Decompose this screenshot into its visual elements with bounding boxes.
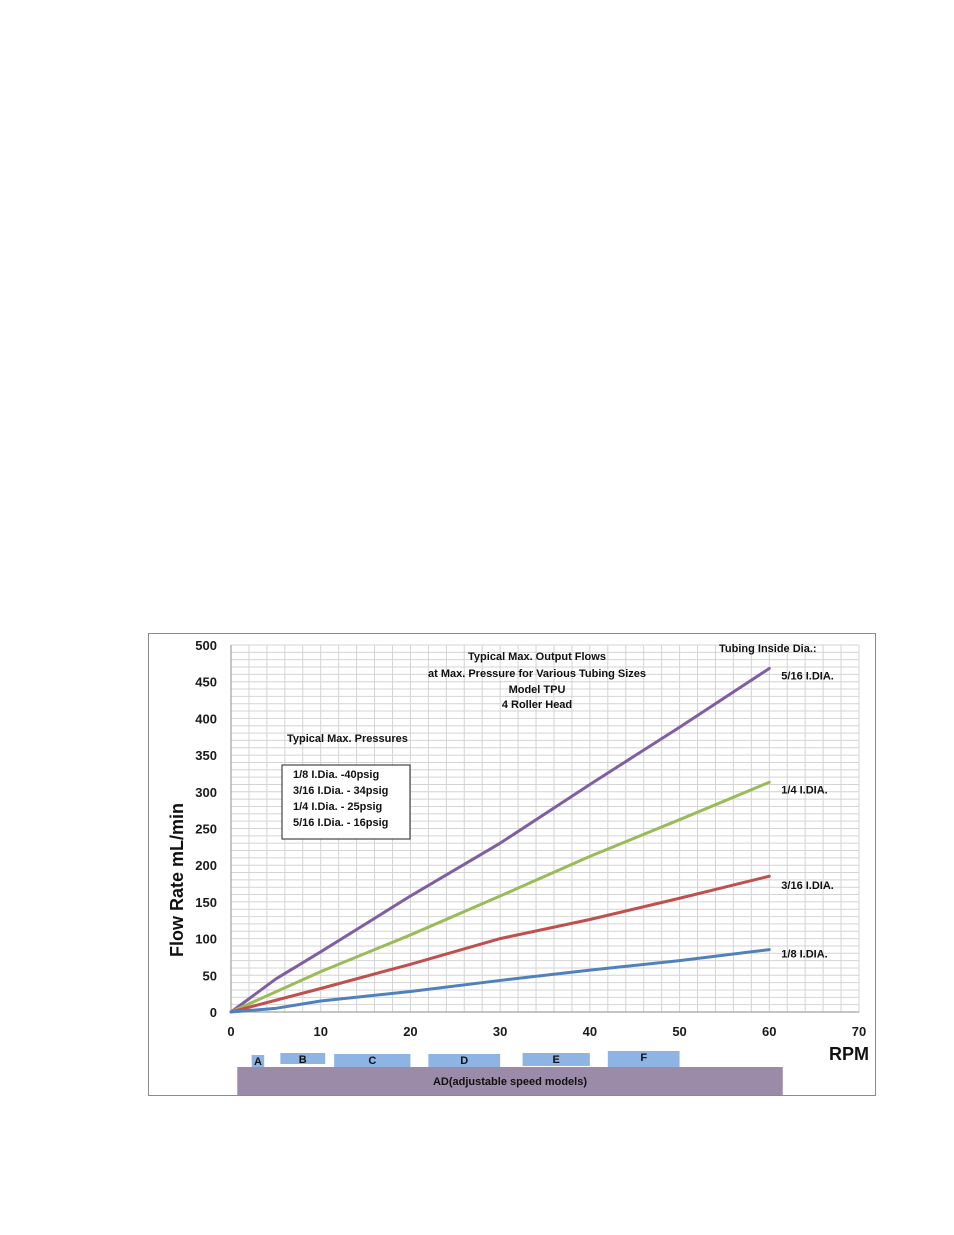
pressure-box-line: 5/16 I.Dia. - 16psig <box>293 817 389 829</box>
speed-range-label: A <box>253 1056 262 1068</box>
adjustable-speed-label: AD(adjustable speed models) <box>432 1076 588 1088</box>
flow-rate-chart <box>149 634 877 1097</box>
x-tick-label: 60 <box>762 1024 777 1039</box>
chart-frame <box>148 633 876 1096</box>
title-line: Model TPU <box>508 684 566 696</box>
title-line: Typical Max. Output Flows <box>468 651 606 663</box>
series-label: 1/8 I.DIA. <box>781 948 828 961</box>
y-tick-label: 450 <box>195 674 217 690</box>
x-tick-label: 10 <box>313 1024 328 1039</box>
y-tick-label: 0 <box>209 1005 217 1020</box>
speed-range-label: B <box>298 1054 307 1066</box>
legend-title: Tubing Inside Dia.: <box>719 643 817 655</box>
speed-range-label: D <box>460 1055 469 1067</box>
y-tick-label: 250 <box>195 821 217 837</box>
x-tick-label: 20 <box>403 1024 418 1039</box>
series-label: 1/4 I.DIA. <box>781 784 828 797</box>
speed-range-label: E <box>552 1054 560 1066</box>
pressure-box-line: 3/16 I.Dia. - 34psig <box>293 785 389 797</box>
y-tick-label: 150 <box>195 894 217 910</box>
series-label: 5/16 I.DIA. <box>781 670 834 683</box>
x-tick-label: 0 <box>227 1024 235 1039</box>
x-axis-title: RPM <box>829 1044 869 1064</box>
y-tick-label: 400 <box>195 711 217 727</box>
speed-range-label: C <box>368 1055 377 1067</box>
pressure-box <box>282 733 410 839</box>
series-label: 3/16 I.DIA. <box>781 880 834 893</box>
speed-range-label: F <box>640 1052 648 1064</box>
title-line: at Max. Pressure for Various Tubing Sizes <box>427 668 647 680</box>
speed-ranges <box>237 1051 782 1095</box>
y-tick-label: 350 <box>195 748 217 764</box>
y-tick-label: 100 <box>195 931 217 947</box>
y-tick-label: 200 <box>195 858 217 874</box>
pressure-box-line: 1/8 I.Dia. -40psig <box>293 769 380 781</box>
pressure-box-title: Typical Max. Pressures <box>287 733 408 745</box>
y-tick-label: 300 <box>195 784 217 800</box>
x-tick-label: 70 <box>851 1024 867 1039</box>
title-line: 4 Roller Head <box>501 699 573 711</box>
x-tick-label: 30 <box>492 1024 508 1039</box>
y-tick-label: 500 <box>195 638 217 653</box>
y-axis-title: Flow Rate mL/min <box>167 802 187 958</box>
x-tick-label: 40 <box>582 1024 598 1039</box>
x-tick-label: 50 <box>672 1024 687 1039</box>
pressure-box-line: 1/4 I.Dia. - 25psig <box>293 801 383 813</box>
y-tick-label: 50 <box>202 968 217 984</box>
